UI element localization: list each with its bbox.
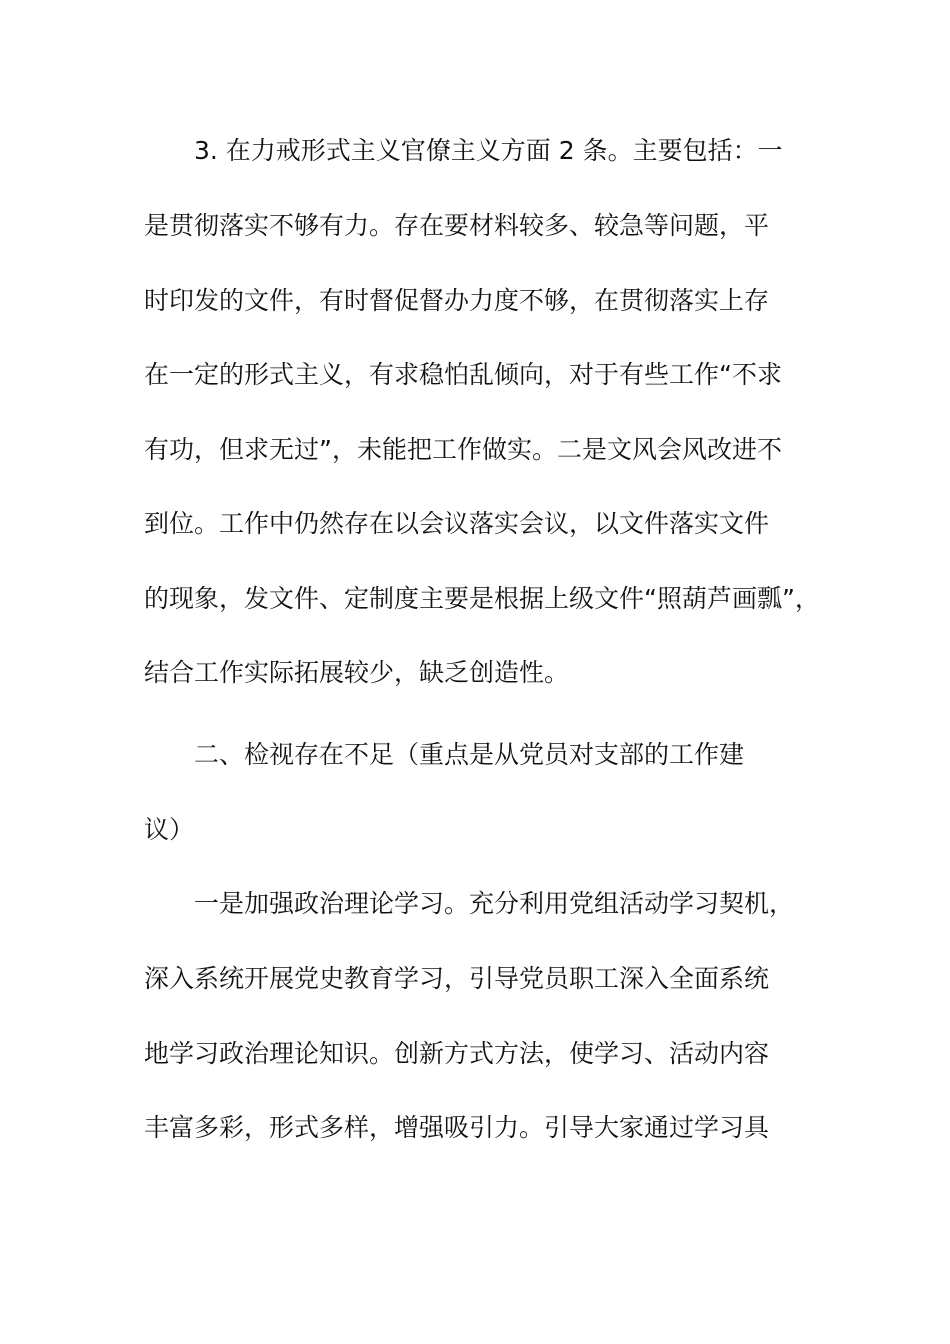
paragraph-1-line-8: 结合工作实际拓展较少，缺乏创造性。 xyxy=(144,658,570,687)
paragraph-2-line-3: 地学习政治理论知识。创新方式方法，使学习、活动内容 xyxy=(144,1039,770,1068)
paragraph-1-line-7: 的现象，发文件、定制度主要是根据上级文件“照葫芦画瓢”， xyxy=(144,584,820,613)
paragraph-1-line-2: 是贯彻落实不够有力。存在要材料较多、较急等问题，平 xyxy=(144,211,770,240)
paragraph-1-line-6: 到位。工作中仍然存在以会议落实会议，以文件落实文件 xyxy=(144,509,770,538)
paragraph-2-line-2: 深入系统开展党史教育学习，引导党员职工深入全面系统 xyxy=(144,964,770,993)
paragraph-1-line-5: 有功，但求无过”，未能把工作做实。二是文风会风改进不 xyxy=(144,435,782,464)
paragraph-2-line-4: 丰富多彩，形式多样，增强吸引力。引导大家通过学习具 xyxy=(144,1113,770,1142)
section-heading-line-2: 议） xyxy=(144,815,195,844)
section-heading-line-1: 二、检视存在不足（重点是从党员对支部的工作建 xyxy=(194,740,745,769)
paragraph-1-line-4: 在一定的形式主义，有求稳怕乱倾向，对于有些工作“不求 xyxy=(144,360,782,389)
paragraph-1-line-3: 时印发的文件，有时督促督办力度不够，在贯彻落实上存 xyxy=(144,286,770,315)
paragraph-1-line-1: 3. 在力戒形式主义官僚主义方面 2 条。主要包括：一 xyxy=(194,136,783,165)
paragraph-2-line-1: 一是加强政治理论学习。充分利用党组活动学习契机， xyxy=(194,889,795,918)
